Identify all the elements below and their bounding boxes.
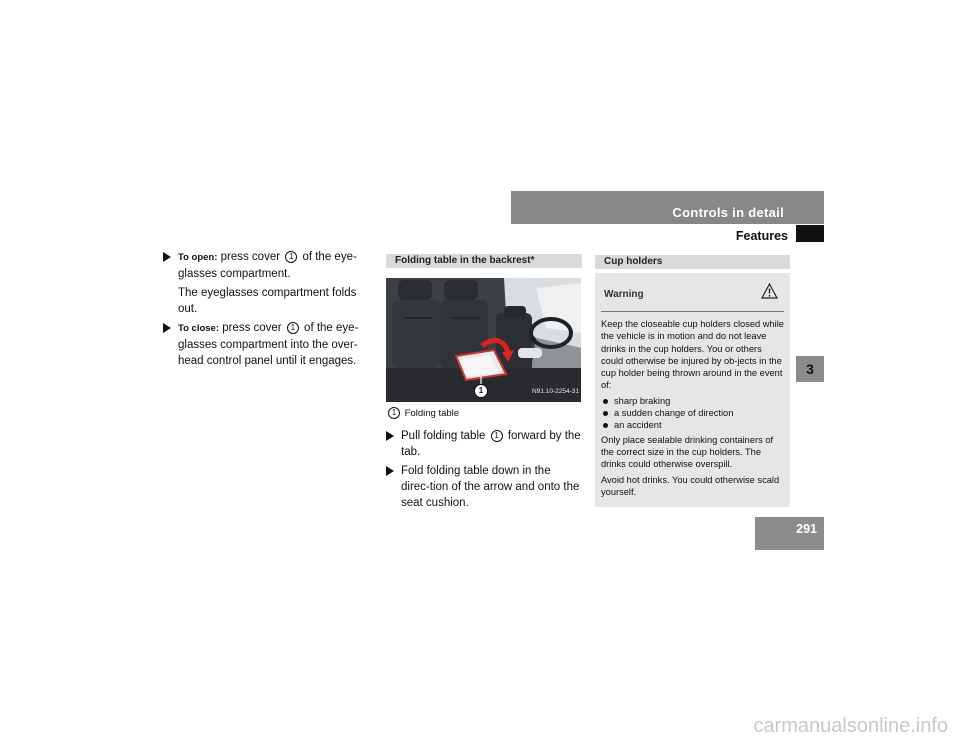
warning-paragraph: Avoid hot drinks. You could otherwise scald yourself. [601,474,780,497]
section-subtitle: Features [735,229,788,243]
step-lead: To close: [178,323,219,334]
arrow-bullet-icon [163,323,171,333]
step-text: Fold folding table down in the direc-tion of the arrow and onto the seat cushion. [401,465,580,509]
step-text: of the eye-glasses compartment. [178,251,357,280]
site-watermark: carmanualsonline.info [753,715,948,737]
warning-bullet: a sudden change of direction [601,407,784,419]
section-heading: Folding table in the backrest* [386,254,582,268]
warning-header [601,273,784,312]
warning-bullet: sharp braking [601,395,784,407]
warning-title: Warning [604,289,644,300]
photo-caption [386,406,582,422]
page-number-box [755,517,824,550]
step-open [163,249,378,282]
cup-holders-column [595,255,790,507]
section-title: Controls in detail [672,205,784,220]
photo-marker: 1 [474,384,488,398]
warning-triangle-icon [761,283,778,299]
step-text: Pull folding table [401,430,486,442]
eyeglasses-column [163,249,378,372]
section-heading: Cup holders [595,255,790,269]
chapter-tab: 3 [796,356,824,382]
warning-paragraph: Only place sealable drinking containers of the correct size in the cup holders. The drinks could otherwise overspill. [601,434,774,470]
callout-number-icon: 1 [287,322,299,334]
callout-number-icon: 1 [285,251,297,263]
arrow-bullet-icon [163,252,171,262]
step-text: of the eye-glasses compartment into the over-head control panel until it engages. [178,322,359,367]
step-text: forward by the tab. [401,430,581,458]
photo-code: N91.10-2254-31 [532,388,579,395]
step-close [163,320,378,369]
arrow-bullet-icon [386,431,394,441]
step-pull [386,428,582,460]
step-lead: To open: [178,252,218,263]
header-tab-marker [796,225,824,242]
note-text: The eyeglasses compartment folds out. [178,287,357,315]
warning-body [601,312,784,498]
page-number: 291 [796,522,817,536]
warning-box [595,273,790,507]
folding-table-column [386,254,582,514]
folding-table-photo [386,278,581,402]
warning-bullet: an accident [601,419,784,431]
step-text: press cover [220,251,281,263]
warning-paragraph: Keep the closeable cup holders closed while the vehicle is in motion and do not leave drinks in the cup holders. You or others could otherwise be injured by ob-jects in the cup holder being thrown around in the event of: [601,319,784,391]
callout-number-icon: 1 [491,430,503,442]
arrow-bullet-icon [386,466,394,476]
step-fold [386,463,582,511]
step-text: press cover [222,322,282,334]
caption-text: Folding table [404,408,460,419]
callout-number-icon: 1 [388,407,400,419]
